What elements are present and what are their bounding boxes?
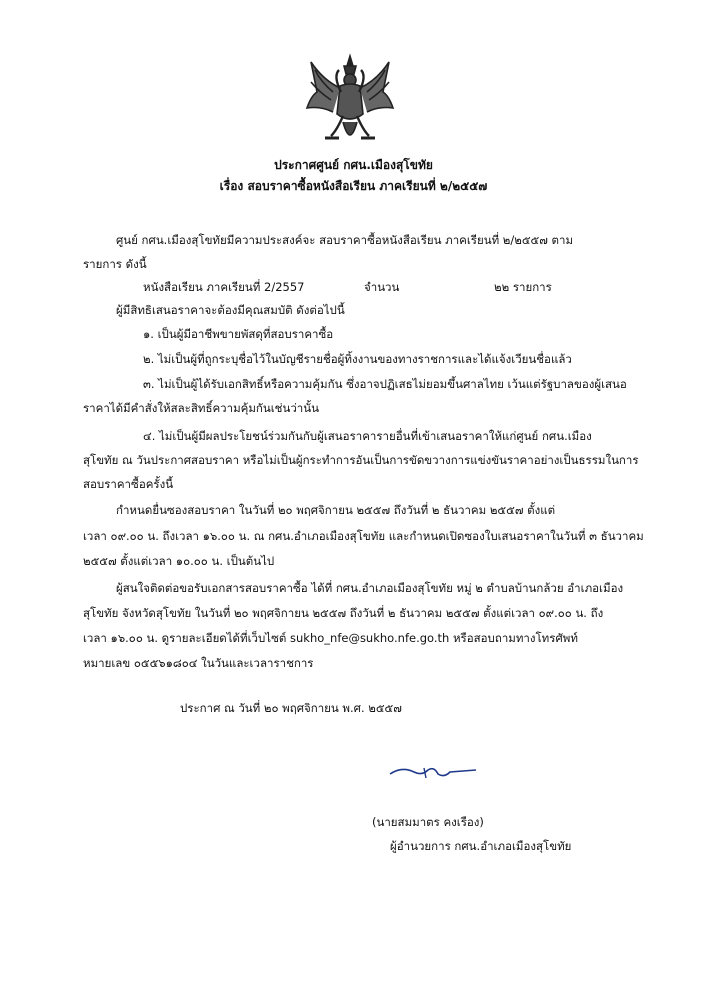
intro-line-2: รายการ ดังนี้ [83,257,147,271]
contact-line-3: เวลา ๑๖.๐๐ น. ดูรายละเอียดได้ที่เว็บไซต์ sukho_nfe@sukho.nfe.go.th หรือสอบถามทางโทรศัพท์ [83,631,578,645]
contact-line-4: หมายเลข ๐๕๕๖๑๘๐๔ ในวันและเวลาราชการ [83,656,314,670]
deadline-line-3: ๒๕๕๗ ตั้งแต่เวลา ๑๐.๐๐ น. เป็นต้นไป [83,554,275,568]
signer-title: ผู้อำนวยการ กศน.อำเภอเมืองสุโขทัย [390,839,572,853]
handwritten-signature-icon [388,762,478,782]
contact-line-2: สุโขทัย จังหวัดสุโขทัย ในวันที่ ๒๐ พฤศจิกายน ๒๕๕๗ ถึงวันที่ ๒ ธันวาคม ๒๕๕๗ ตั้งแต่เวลา ๐๙.๐๐ น. ถึง [83,606,604,620]
deadline-line-2: เวลา ๐๙.๐๐ น. ถึงเวลา ๑๖.๐๐ น. ณ กศน.อำเภอเมืองสุโขทัย และกำหนดเปิดซองใบเสนอราคาในวันที่ ๓ ธันวาคม [83,529,644,543]
qualification-4-line-2: สุโขทัย ณ วันประกาศสอบราคา หรือไม่เป็นผู้กระทำการอันเป็นการขัดขวางการแข่งขันราคาอย่างเป็นธรรมในการ [83,453,639,467]
qualify-heading: ผู้มีสิทธิเสนอราคาจะต้องมีคุณสมบัติ ดังต่อไปนี้ [116,303,345,317]
qualification-2: ๒. ไม่เป็นผู้ที่ถูกระบุชื่อไว้ในบัญชีรายชื่อผู้ทิ้งงานของทางราชการและได้แจ้งเวียนชื่อแล้ว [143,352,572,366]
signer-name: (นายสมมาตร คงเรือง) [372,815,484,829]
deadline-line-1: กำหนดยื่นซองสอบราคา ในวันที่ ๒๐ พฤศจิกายน ๒๕๕๗ ถึงวันที่ ๒ ธันวาคม ๒๕๕๗ ตั้งแต่ [116,503,556,517]
qualification-1: ๑. เป็นผู้มีอาชีพขายพัสดุที่สอบราคาซื้อ [143,327,334,341]
intro-line-1: ศูนย์ กศน.เมืองสุโขทัยมีความประสงค์จะ สอบราคาซื้อหนังสือเรียน ภาคเรียนที่ ๒/๒๕๕๗ ตาม [116,233,574,247]
contact-line-1: ผู้สนใจติดต่อขอรับเอกสารสอบราคาซื้อ ได้ที่ กศน.อำเภอเมืองสุโขทัย หมู่ ๒ ตำบลบ้านกล้วย อำเภอเมือง [116,581,624,595]
item-qty-value: ๒๒ รายการ [494,280,552,294]
item-name: หนังสือเรียน ภาคเรียนที่ 2/2557 [143,280,305,294]
announcement-date: ประกาศ ณ วันที่ ๒๐ พฤศจิกายน พ.ศ. ๒๕๕๗ [180,701,402,715]
qualification-3-line-1: ๓. ไม่เป็นผู้ได้รับเอกสิทธิ์หรือความคุ้มกัน ซึ่งอาจปฏิเสธไม่ยอมขึ้นศาลไทย เว้นแต่รัฐบาลของผู้เสนอ [143,377,627,391]
qualification-4-line-3: สอบราคาซื้อครั้งนี้ [83,477,174,491]
qualification-4-line-1: ๔. ไม่เป็นผู้มีผลประโยชน์ร่วมกันกับผู้เสนอราคารายอื่นที่เข้าเสนอราคาให้แก่ศูนย์ กศน.เมือง [143,429,592,443]
title-line-2: เรื่อง สอบราคาซื้อหนังสือเรียน ภาคเรียนที่ ๒/๒๕๕๗ [219,179,488,193]
qualification-3-line-2: ราคาได้มีคำสั่งให้สละสิทธิ์ความคุ้มกันเช่นว่านั้น [83,401,319,415]
garuda-emblem-icon [303,52,398,152]
title-line-1: ประกาศศูนย์ กศน.เมืองสุโขทัย [274,158,433,172]
item-qty-label: จำนวน [364,280,400,294]
